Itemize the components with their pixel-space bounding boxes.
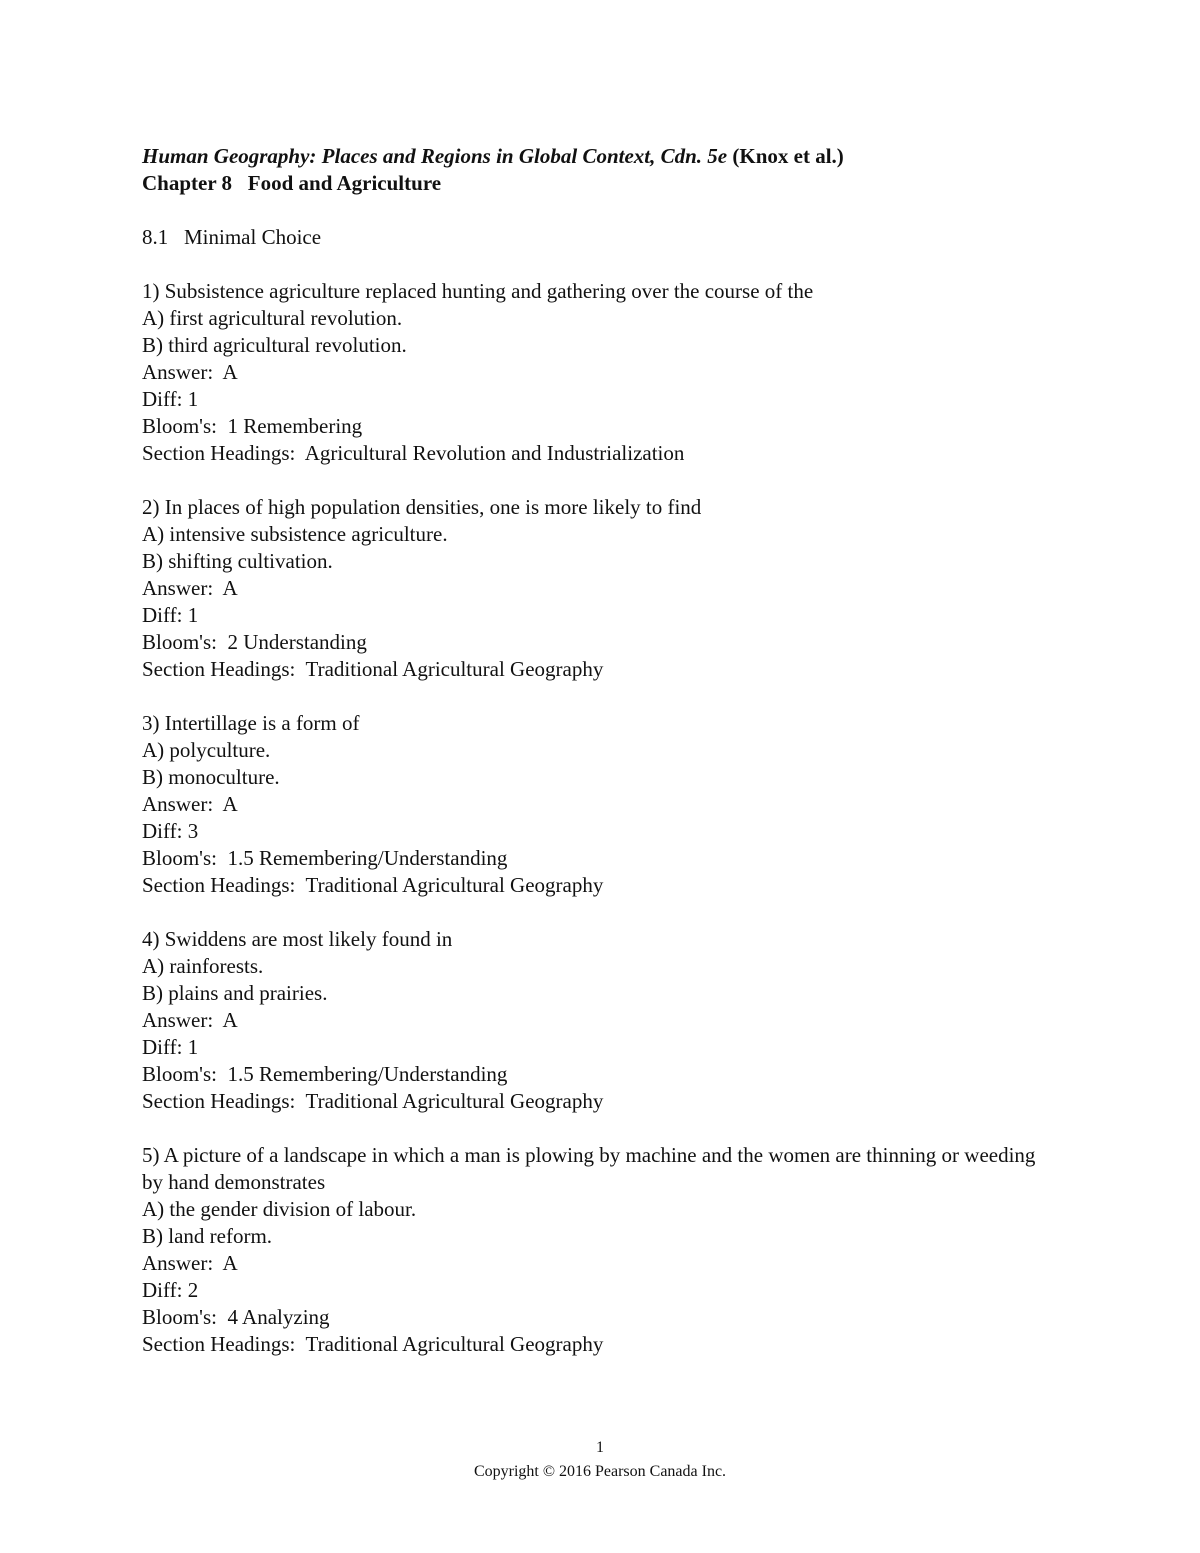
section-headings: Section Headings: Agricultural Revolution and Industrialization (142, 441, 685, 465)
section-headings: Section Headings: Traditional Agricultural Geography (142, 657, 604, 681)
answer: Answer: A (142, 1251, 238, 1275)
book-authors: (Knox et al.) (727, 144, 844, 168)
option-a: A) first agricultural revolution. (142, 306, 403, 330)
difficulty: Diff: 2 (142, 1278, 199, 1302)
question-item (142, 710, 1062, 899)
option-b: B) land reform. (142, 1224, 273, 1248)
blooms-level: Bloom's: 1 Remembering (142, 414, 363, 438)
section-headings: Section Headings: Traditional Agricultural Geography (142, 1089, 604, 1113)
book-title: Human Geography: Places and Regions in Global Context, Cdn. 5e (142, 144, 728, 168)
question-item (142, 926, 1062, 1115)
difficulty: Diff: 3 (142, 819, 199, 843)
question-stem: 3) Intertillage is a form of (142, 711, 360, 735)
answer: Answer: A (142, 1008, 238, 1032)
answer: Answer: A (142, 360, 238, 384)
option-b: B) monoculture. (142, 765, 280, 789)
question-item (142, 1142, 1062, 1358)
question-item (142, 494, 1062, 683)
copyright-notice: Copyright © 2016 Pearson Canada Inc. (473, 1463, 727, 1480)
section-headings: Section Headings: Traditional Agricultural Geography (142, 873, 604, 897)
option-b: B) third agricultural revolution. (142, 333, 407, 357)
blooms-level: Bloom's: 2 Understanding (142, 630, 367, 654)
question-stem: 4) Swiddens are most likely found in (142, 927, 453, 951)
difficulty: Diff: 1 (142, 1035, 199, 1059)
option-a: A) the gender division of labour. (142, 1197, 417, 1221)
question-item (142, 278, 1062, 467)
answer: Answer: A (142, 792, 238, 816)
section-headings: Section Headings: Traditional Agricultural Geography (142, 1332, 604, 1356)
blooms-level: Bloom's: 1.5 Remembering/Understanding (142, 1062, 508, 1086)
option-a: A) intensive subsistence agriculture. (142, 522, 448, 546)
chapter-title: Chapter 8 Food and Agriculture (142, 171, 442, 195)
section-heading: 8.1 Minimal Choice (142, 225, 322, 249)
question-stem: 2) In places of high population densities, one is more likely to find (142, 495, 702, 519)
page-content (142, 143, 1062, 1358)
option-a: A) rainforests. (142, 954, 264, 978)
difficulty: Diff: 1 (142, 387, 199, 411)
difficulty: Diff: 1 (142, 603, 199, 627)
blooms-level: Bloom's: 4 Analyzing (142, 1305, 330, 1329)
option-b: B) plains and prairies. (142, 981, 328, 1005)
page-number: 1 (596, 1439, 604, 1456)
option-a: A) polyculture. (142, 738, 271, 762)
question-stem: 1) Subsistence agriculture replaced hunting and gathering over the course of the (142, 279, 814, 303)
blooms-level: Bloom's: 1.5 Remembering/Understanding (142, 846, 508, 870)
option-b: B) shifting cultivation. (142, 549, 333, 573)
document-title (142, 143, 1062, 170)
answer: Answer: A (142, 576, 238, 600)
question-stem: 5) A picture of a landscape in which a man is plowing by machine and the women are thinning or weeding by hand demonstrates (142, 1143, 1036, 1194)
